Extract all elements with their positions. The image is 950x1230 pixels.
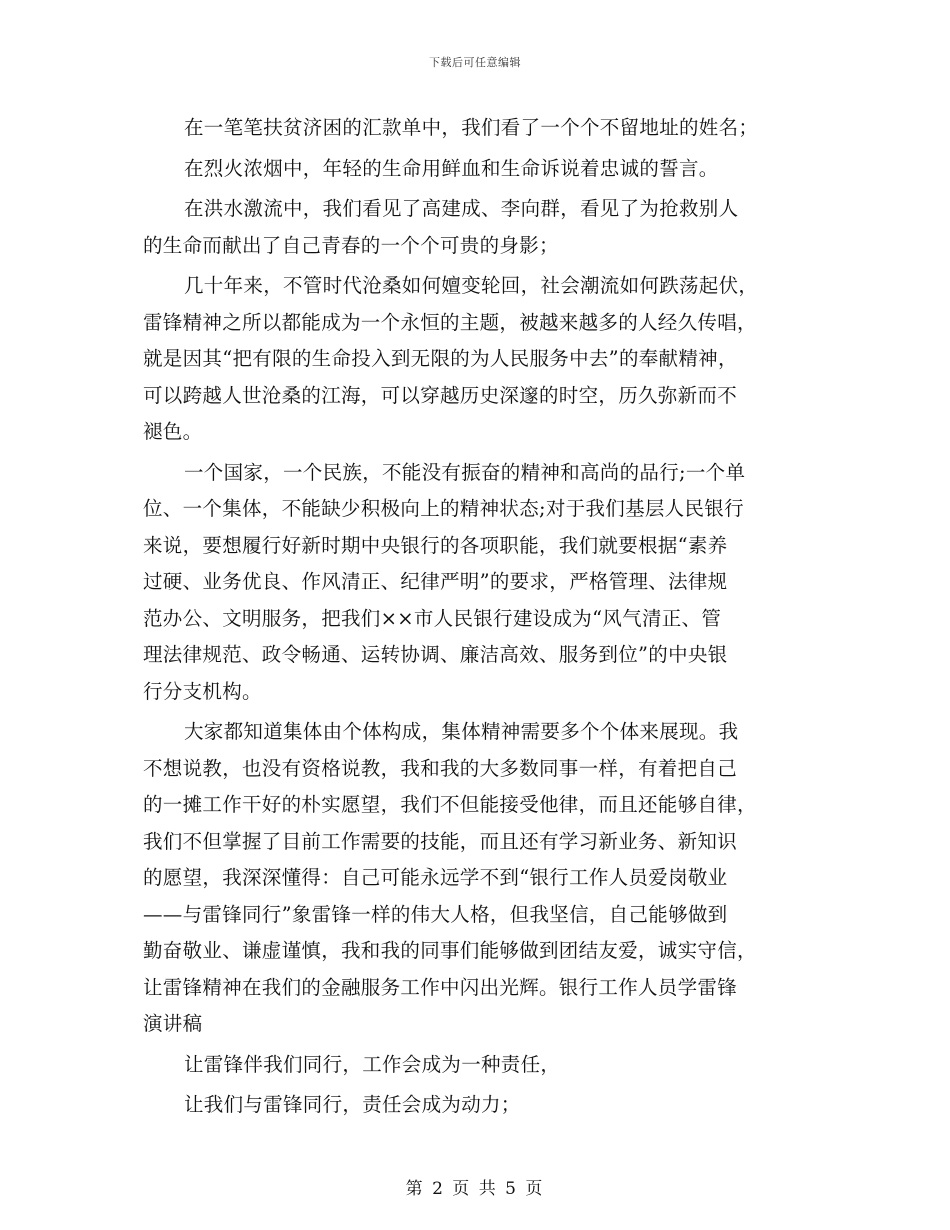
text-line: 褪色。 — [143, 420, 203, 443]
text-line: 我们不但掌握了目前工作需要的技能，而且还有学习新业务、新知识 — [143, 829, 738, 853]
text-line: 行分支机构。 — [143, 679, 262, 703]
paragraph — [143, 1047, 807, 1084]
text-line: 勤奋敬业、谦虚谨慎，我和我的同事们能够做到团结友爱，诚实守信， — [143, 939, 757, 962]
text-line: 范办公、文明服务，把我们××市人民银行建设成为“风气清正、管 — [143, 606, 722, 630]
text-line: 让我们与雷锋同行，责任会成为动力； — [184, 1093, 521, 1116]
text-line: 在洪水激流中，我们看见了高建成、李向群，看见了为抢救别人 — [184, 197, 739, 220]
paragraph — [143, 455, 807, 711]
text-line: 过硬、业务优良、作风清正、纪律严明”的要求，严格管理、法律规 — [143, 570, 728, 593]
text-line: 几十年来，不管时代沧桑如何嬗变轮回，社会潮流如何跌荡起伏， — [184, 274, 759, 297]
paragraph — [143, 714, 807, 1043]
page-footer: 第 2 页 共 5 页 — [405, 1179, 545, 1199]
text-line: 让雷锋精神在我们的金融服务工作中闪出光辉。银行工作人员学雷锋 — [143, 975, 738, 999]
paragraph — [143, 268, 807, 451]
paragraph — [143, 191, 807, 264]
text-line: 可以跨越人世沧桑的江海，可以穿越历史深邃的时空，历久弥新而不 — [143, 383, 738, 407]
document-body — [143, 110, 807, 1124]
text-line: 雷锋精神之所以都能成为一个永恒的主题，被越来越多的人经久传唱， — [143, 310, 757, 334]
page-header: 下载后可任意编辑 — [429, 56, 521, 69]
text-line: 位、一个集体，不能缺少积极向上的精神状态;对于我们基层人民银行 — [143, 497, 744, 520]
paragraph — [143, 110, 807, 147]
text-line: 的一摊工作干好的朴实愿望，我们不但能接受他律，而且还能够自律， — [143, 793, 757, 816]
text-line: 在烈火浓烟中，年轻的生命用鲜血和生命诉说着忠诚的誓言。 — [184, 156, 719, 180]
text-line: 一个国家，一个民族，不能没有振奋的精神和高尚的品行;一个单 — [184, 460, 746, 484]
text-line: 理法律规范、政令畅通、运转协调、廉洁高效、服务到位”的中央银 — [143, 643, 728, 666]
text-line: 在一笔笔扶贫济困的汇款单中，我们看了一个个不留地址的姓名； — [184, 116, 759, 139]
text-line: 不想说教，也没有资格说教，我和我的大多数同事一样，有着把自己 — [143, 756, 738, 780]
text-line: ——与雷锋同行”象雷锋一样的伟大人格，但我坚信，自己能够做到 — [143, 902, 728, 926]
text-line: 演讲稿 — [143, 1012, 203, 1035]
text-line: 就是因其“把有限的生命投入到无限的为人民服务中去”的奉献精神， — [143, 347, 738, 370]
text-line: 来说，要想履行好新时期中央银行的各项职能，我们就要根据“素养 — [143, 533, 728, 557]
text-line: 让雷锋伴我们同行，工作会成为一种责任， — [184, 1052, 561, 1076]
paragraph — [143, 151, 807, 188]
text-line: 的愿望，我深深懂得：自己可能永远学不到“银行工作人员爱岗敬业 — [143, 866, 728, 889]
paragraph — [143, 1087, 807, 1124]
text-line: 的生命而献出了自己青春的一个个可贵的身影； — [143, 233, 559, 257]
text-line: 大家都知道集体由个体构成，集体精神需要多个个体来展现。我 — [184, 720, 739, 743]
